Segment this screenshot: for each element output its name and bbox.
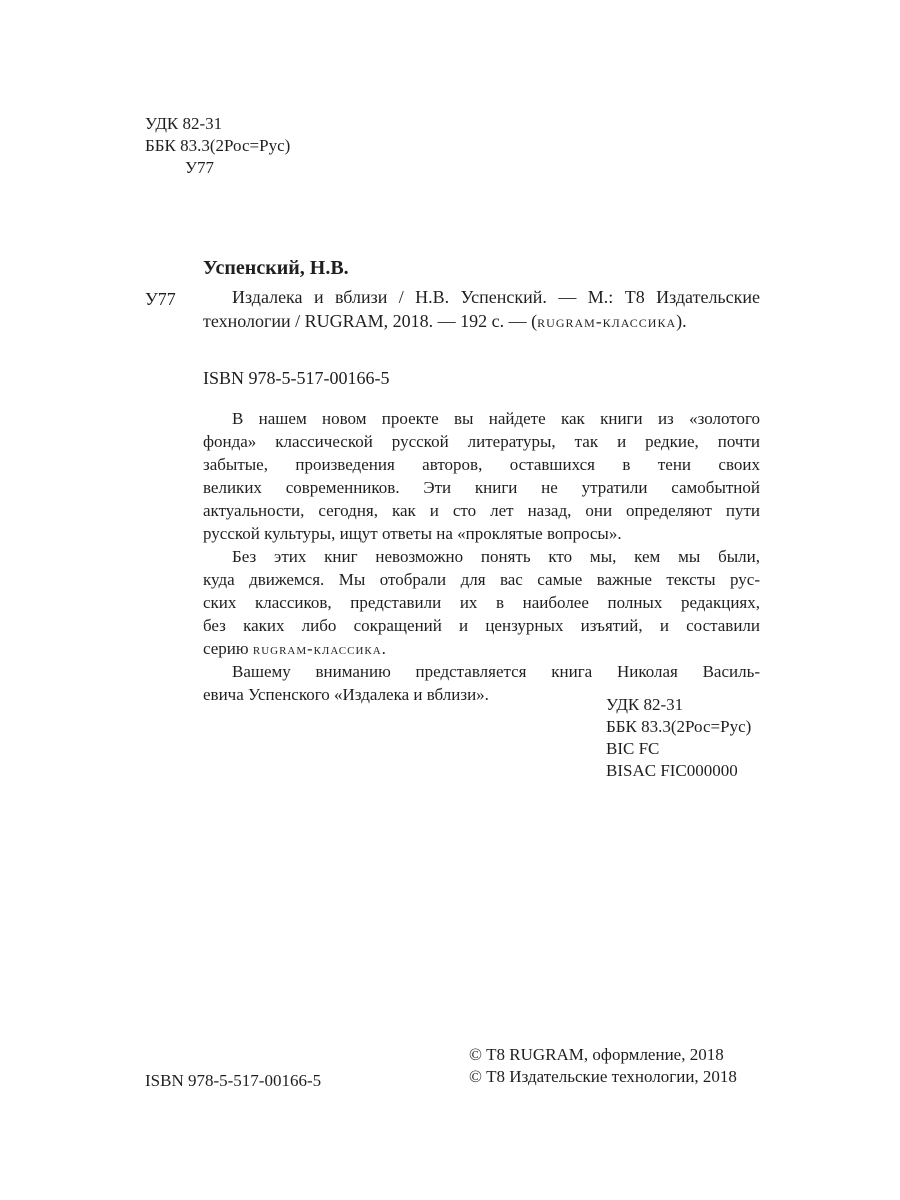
abstract-line: В нашем новом проекте вы найдете как книги из «золотого xyxy=(232,409,760,428)
abstract-line xyxy=(203,637,760,660)
abstract-line: без каких либо сокращений и цензурных изъятий, и составили xyxy=(203,616,760,635)
bic-code: BIC FC xyxy=(606,739,660,758)
bisac-code: BISAC FIC000000 xyxy=(606,761,738,780)
author-mark-top: У77 xyxy=(185,158,215,177)
abstract-line: забытые, произведения авторов, оставшихся в тени своих xyxy=(203,455,760,474)
bibliographic-line xyxy=(203,309,760,334)
left-author-code: У77 xyxy=(145,289,176,309)
abstract-line: евича Успенского «Издалека и вблизи». xyxy=(203,685,489,704)
bibliographic-line: Издалека и вблизи / Н.В. Успенский. — М.: Т8 Издательские xyxy=(232,287,760,307)
series-name: rugram-классика xyxy=(537,312,677,331)
copyright-block xyxy=(469,1044,737,1088)
abstract-line: Вашему вниманию представляется книга Николая Василь- xyxy=(232,662,760,681)
bbk-code-top: ББК 83.3(2Рос=Рус) xyxy=(145,136,291,155)
bibliographic-description xyxy=(203,285,760,334)
classification-codes-right xyxy=(606,694,751,782)
abstract-line: фонда» классической русской литературы, так и редкие, почти xyxy=(203,432,760,451)
udk-code-right: УДК 82-31 xyxy=(606,695,684,714)
abstract-line: Без этих книг невозможно понять кто мы, кем мы были, xyxy=(232,547,760,566)
abstract-line: актуальности, сегодня, как и сто лет назад, они определяют пути xyxy=(203,501,760,520)
bbk-code-right: ББК 83.3(2Рос=Рус) xyxy=(606,717,752,736)
copyright-line: © Т8 Издательские технологии, 2018 xyxy=(469,1067,737,1086)
abstract-line: куда движемся. Мы отобрали для вас самые важные тексты рус- xyxy=(203,570,760,589)
abstract-line: ских классиков, представили их в наиболее полных редакциях, xyxy=(203,593,760,612)
abstract xyxy=(203,407,760,706)
series-intro: серию xyxy=(203,639,253,658)
abstract-line: великих современников. Эти книги не утратили самобытной xyxy=(203,478,760,497)
abstract-line: русской культуры, ищут ответы на «проклятые вопросы». xyxy=(203,524,622,543)
udk-code-top: УДК 82-31 xyxy=(145,114,223,133)
bibliographic-line-text: технологии / RUGRAM, 2018. — 192 с. — ( xyxy=(203,311,538,331)
copyright-line: © Т8 RUGRAM, оформление, 2018 xyxy=(469,1045,724,1064)
series-closing: ). xyxy=(676,311,687,331)
isbn-bottom: ISBN 978-5-517-00166-5 xyxy=(145,1071,322,1090)
author-heading: Успенский, Н.В. xyxy=(203,257,349,279)
series-punctuation: . xyxy=(381,639,386,658)
series-name-inline: rugram-классика xyxy=(252,639,382,658)
isbn-main: ISBN 978-5-517-00166-5 xyxy=(203,368,390,388)
